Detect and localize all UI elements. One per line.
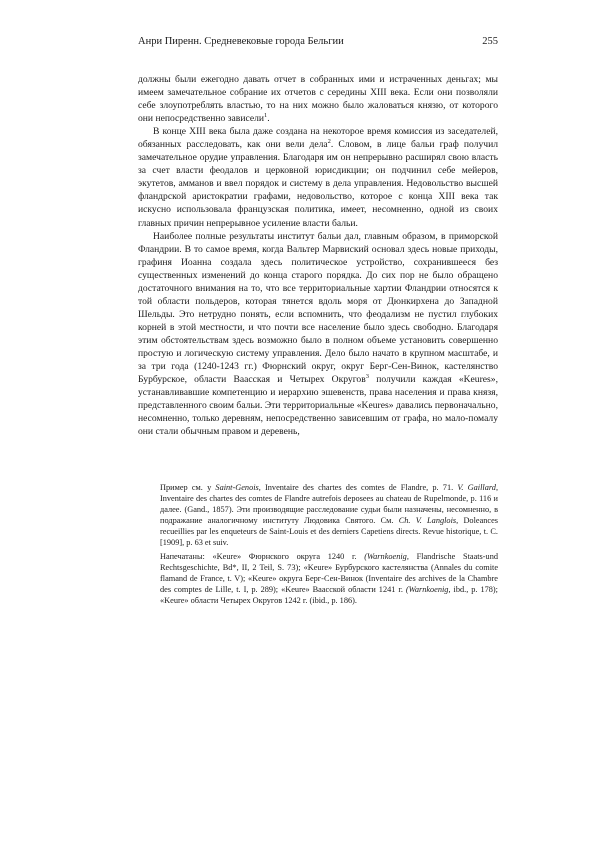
paragraph: В конце XIII века была даже создана на некоторое время комиссия из заседателей, обязанных расследовать, как они вели дела$^2$. Словом, в лице бальи граф получил замечательное орудие управления. Благодаря им он непрерывно расширял свою власть за счет власти феодалов и церковной юрисдикции; он подчинил себе мейеров, экутетов, амманов и ввел порядок и систему в дела управления. Недовольство высшей фландрской аристократии графами, недовольство, которое с конца XIII века так искусно использовала французская политика, имеет, несомненно, одной из своих главных причин непрерывное усиление власти бальи. — [138, 126, 498, 229]
main-text — [138, 73, 498, 438]
footnotes — [160, 482, 498, 608]
footnote-mark: 3 — [365, 372, 369, 380]
paragraph: должны были ежегодно давать отчет в собранных ими и истраченных деньгах; мы имеем замечательное собрание их отчетов с середины XIII века. Если они позволяли себе злоупотреблять властью, то на них можно было жаловаться князю, от которого они непосредственно зависели$^1$. — [138, 74, 498, 125]
footnote: Напечатаны: «Keure» Фюрнского округа 1240 г. (Warnkoenig, Flandrische Staats-und Rechtsgeschichte, Bd*, II, 2 Teil, S. 73); «Keure» Бурбурского кастелянства (Annales du comite flamand de France, t. V); «Keure» округа Берг-Сен-Винок (Inventaire des archives de la Chambre des comptes de Lille, t. I, p. 289); «Keure» Ваасской области 1241 г. (Warnkoenig, ibd., p. 178); «Keure» области Четырех Округов 1242 г. (ibid., p. 186). — [160, 551, 498, 605]
footnote: Пример см. у Saint-Genois, Inventaire des chartes des comtes de Flandre, p. 71. V. Gaillard, Inventaire des chartes des comtes de Flandre autrefois deposees au chateau de Rupelmonde, p. 116 и далее. (Gand., 1857). Эти производящие расследование судьи были назначены, несомненно, в подражание аналогичному институту Людовика Святого. См. Ch. V. Langlois, Doleances recueillies par les enqueteurs de Saint-Louis et des derniers Capetiens directs. Revue historique, t. C. [1909], p. 63 et suiv. — [160, 483, 499, 548]
running-title: Анри Пиренн. Средневековые города Бельгии — [138, 36, 344, 47]
paragraph: Наиболее полные результаты институт бальи дал, главным образом, в приморской Фландрии. В то самое время, когда Вальтер Марвиский основал здесь новые приходы, графиня Иоанна создала здесь политическое устройство, сохранившееся без существенных изменений до конца старого порядка. До сих пор не было обращено достаточного внимания на то, что все территориальные хартии Фландрии относятся к той области польдеров, которая тянется вдоль моря от Дюнкирхена до Западной Шельды. Это нетрудно понять, если вспомнить, что феодализм не пустил глубоких корней в этой местности, и что почти все население было здесь свободно. Благодаря этим обстоятельствам здесь возможно было в полном объеме установить совершенно простую и логическую систему управления. Дело было начато в крупном масштабе, и за три года (1240-1243 гг.) Фюрнский округ, округ Берг-Сен-Винок, кастелянство Бурбурское, области Ваасская и Четырех Округов$^3$ получили каждая «Keures», устанавливавшие компетенцию и иерархию эшевенств, права населения и права князя, представленного своим бальи. Эти территориальные «Keures» давались первоначально, несомненно, только деревням, непосредственно зависевшим от графа, но мало-помалу они стали обычным правом и деревень, — [138, 230, 498, 438]
page-number: 255 — [482, 36, 498, 47]
footnote-mark: 1 — [264, 111, 268, 119]
footnote-mark: 2 — [327, 138, 331, 146]
page-header — [138, 36, 498, 47]
